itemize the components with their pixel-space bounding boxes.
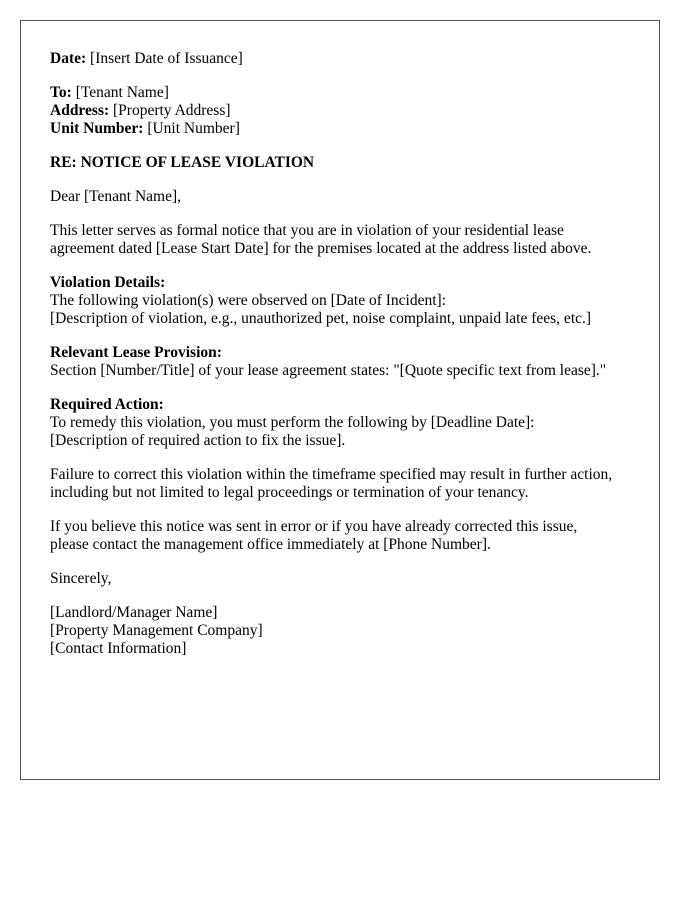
contact-line-2: please contact the management office immediately at [Phone Number]. [50,536,491,553]
action-heading: Required Action: [50,396,164,413]
provision-line-1: Section [Number/Title] of your lease agreement states: "[Quote specific text from lease]." [50,362,607,379]
violation-line-2: [Description of violation, e.g., unauthorized pet, noise complaint, unpaid late fees, etc.] [50,310,592,327]
provision-section [50,344,630,380]
unit-label: Unit Number: [50,120,144,137]
failure-paragraph [50,466,630,502]
salutation-block [50,188,630,206]
salutation: Dear [Tenant Name], [50,188,182,205]
action-line-1: To remedy this violation, you must perform the following by [Deadline Date]: [50,414,535,431]
to-line [50,84,630,102]
unit-value: [Unit Number] [147,120,240,137]
subject-line: RE: NOTICE OF LEASE VIOLATION [50,154,315,171]
recipient-block [50,84,630,138]
contact-paragraph [50,518,630,554]
date-line [50,50,630,68]
closing: Sincerely, [50,570,112,587]
intro-line-1: This letter serves as formal notice that you are in violation of your residential lease [50,222,564,239]
signature-contact-info: [Contact Information] [50,640,187,657]
violation-heading: Violation Details: [50,274,166,291]
intro-paragraph [50,222,630,258]
unit-line [50,120,630,138]
contact-line-1: If you believe this notice was sent in error or if you have already corrected this issue, [50,518,578,535]
action-line-2: [Description of required action to fix the issue]. [50,432,346,449]
violation-section [50,274,630,328]
closing-block [50,570,630,588]
signature-company: [Property Management Company] [50,622,263,639]
failure-line-1: Failure to correct this violation within the timeframe specified may result in further action, [50,466,613,483]
signature-name: [Landlord/Manager Name] [50,604,218,621]
date-block [50,50,630,68]
to-label: To: [50,84,72,101]
address-value: [Property Address] [113,102,231,119]
failure-line-2: including but not limited to legal proceedings or termination of your tenancy. [50,484,529,501]
provision-heading: Relevant Lease Provision: [50,344,222,361]
date-value: [Insert Date of Issuance] [90,50,243,67]
lease-violation-letter [20,20,660,780]
violation-line-1: The following violation(s) were observed on [Date of Incident]: [50,292,446,309]
subject-block [50,154,630,172]
date-label: Date: [50,50,87,67]
signature-block [50,604,630,658]
address-label: Address: [50,102,110,119]
action-section [50,396,630,450]
to-value: [Tenant Name] [75,84,169,101]
address-line [50,102,630,120]
intro-line-2: agreement dated [Lease Start Date] for the premises located at the address listed above. [50,240,592,257]
